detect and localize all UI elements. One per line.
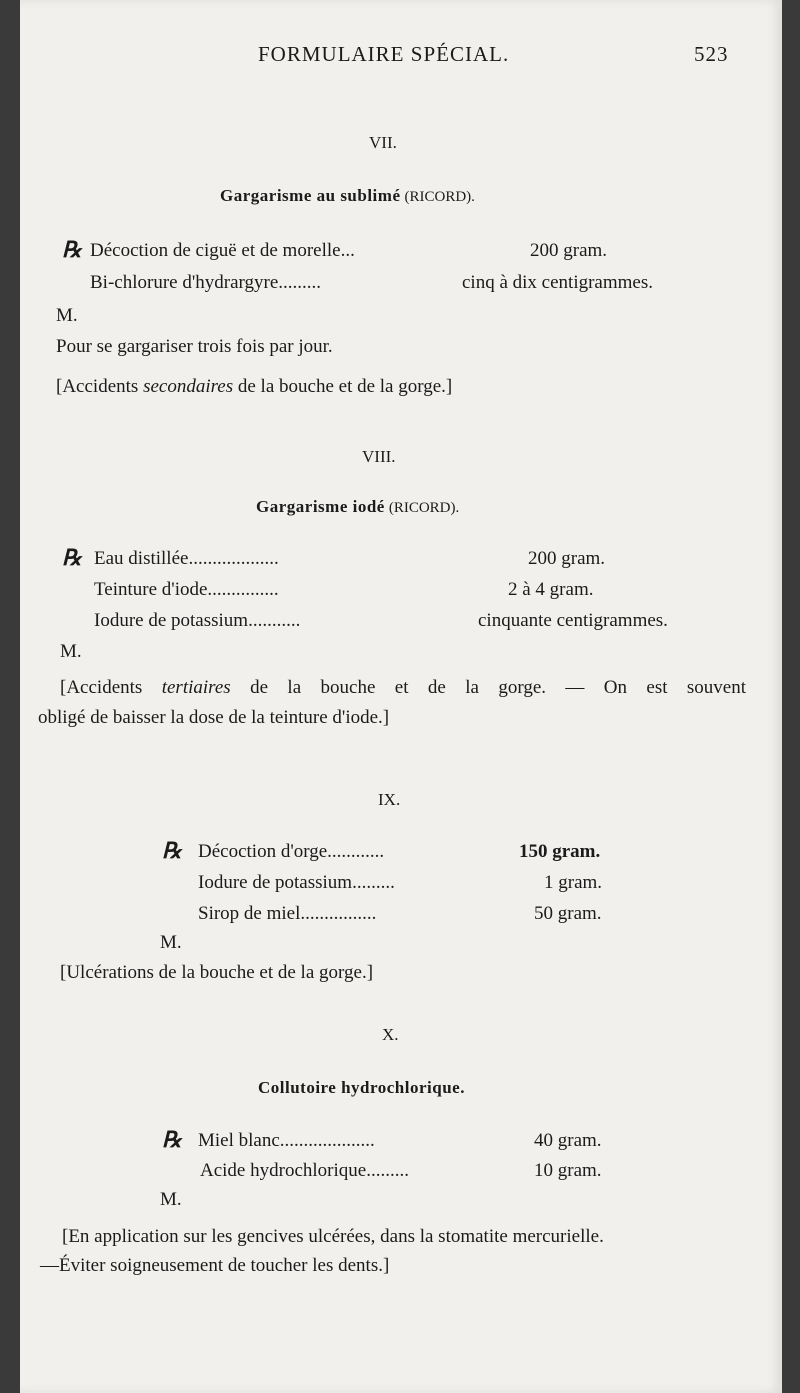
section-title-text: Gargarisme iodé [256,497,385,516]
ingredient-name: Décoction d'orge............ [198,841,385,862]
section-author: (RICORD). [388,500,460,516]
clinical-note [60,677,746,699]
note-emphasis: tertiaires [161,677,231,698]
section-title: Collutoire hydrochlorique. [258,1078,465,1097]
recipe-symbol-icon: ℞ [162,1127,182,1152]
ingredient-dose: 150 gram. [519,841,601,862]
section-numeral: VIII. [362,447,396,466]
note-text: [Accidents [56,376,139,397]
ingredient-name: Décoction de ciguë et de morelle... [90,240,355,261]
note-line-1 [60,677,746,699]
ingredient-dose: 10 gram. [534,1160,602,1181]
ingredient-name: Bi-chlorure d'hydrargyre......... [90,272,322,293]
ingredient-name: Teinture d'iode............... [94,579,279,600]
ingredient-dose: 50 gram. [534,903,602,924]
ingredient-name: Acide hydrochlorique......... [200,1160,409,1181]
note-line-2: —Éviter soigneusement de toucher les dents.] [40,1255,390,1276]
misce-mark: M. [56,305,78,326]
section-title [220,186,475,206]
note-line-2: obligé de baisser la dose de la teinture d'iode.] [38,707,390,728]
recipe-symbol-icon: ℞ [62,545,82,570]
recipe-symbol-icon: ℞ [62,237,82,262]
ingredient-dose: cinquante centigrammes. [478,610,668,631]
note-emphasis: secondaires [143,376,234,397]
ingredient-name: Iodure de potassium......... [198,872,395,893]
clinical-note: [Ulcérations de la bouche et de la gorge.] [60,962,374,983]
clinical-note [56,376,452,398]
misce-mark: M. [60,641,82,662]
ingredient-name: Miel blanc.................... [198,1130,375,1151]
ingredient-dose: 200 gram. [528,548,606,569]
ingredient-dose: 1 gram. [544,872,603,893]
note-text: de la bouche et de la gorge. — On est souvent [250,677,747,698]
ingredient-name: Iodure de potassium........... [94,610,301,631]
ingredient-name: Eau distillée................... [94,548,279,569]
section-numeral: X. [382,1025,399,1044]
note-text: de la bouche et de la gorge.] [237,376,453,397]
section-title-text: Gargarisme au sublimé [220,186,401,205]
ingredient-dose: 2 à 4 gram. [508,579,594,600]
ingredient-dose: 40 gram. [534,1130,602,1151]
section-numeral: IX. [378,790,401,809]
note-text: [Accidents [60,677,143,698]
page-number: 523 [694,42,729,66]
note-line-1: [En application sur les gencives ulcérées, dans la stomatite mercurielle. [62,1226,604,1247]
recipe-symbol-icon: ℞ [162,838,182,863]
section-title [256,497,459,517]
ingredient-dose: 200 gram. [530,240,608,261]
instruction-text: Pour se gargariser trois fois par jour. [56,336,333,357]
ingredient-dose: cinq à dix centigrammes. [462,272,653,293]
section-author: (RICORD). [404,189,475,205]
misce-mark: M. [160,932,182,953]
running-header: FORMULAIRE SPÉCIAL. [258,42,510,66]
book-page [20,0,782,1393]
ingredient-name: Sirop de miel................ [198,903,377,924]
misce-mark: M. [160,1189,182,1210]
section-numeral: VII. [369,133,397,152]
